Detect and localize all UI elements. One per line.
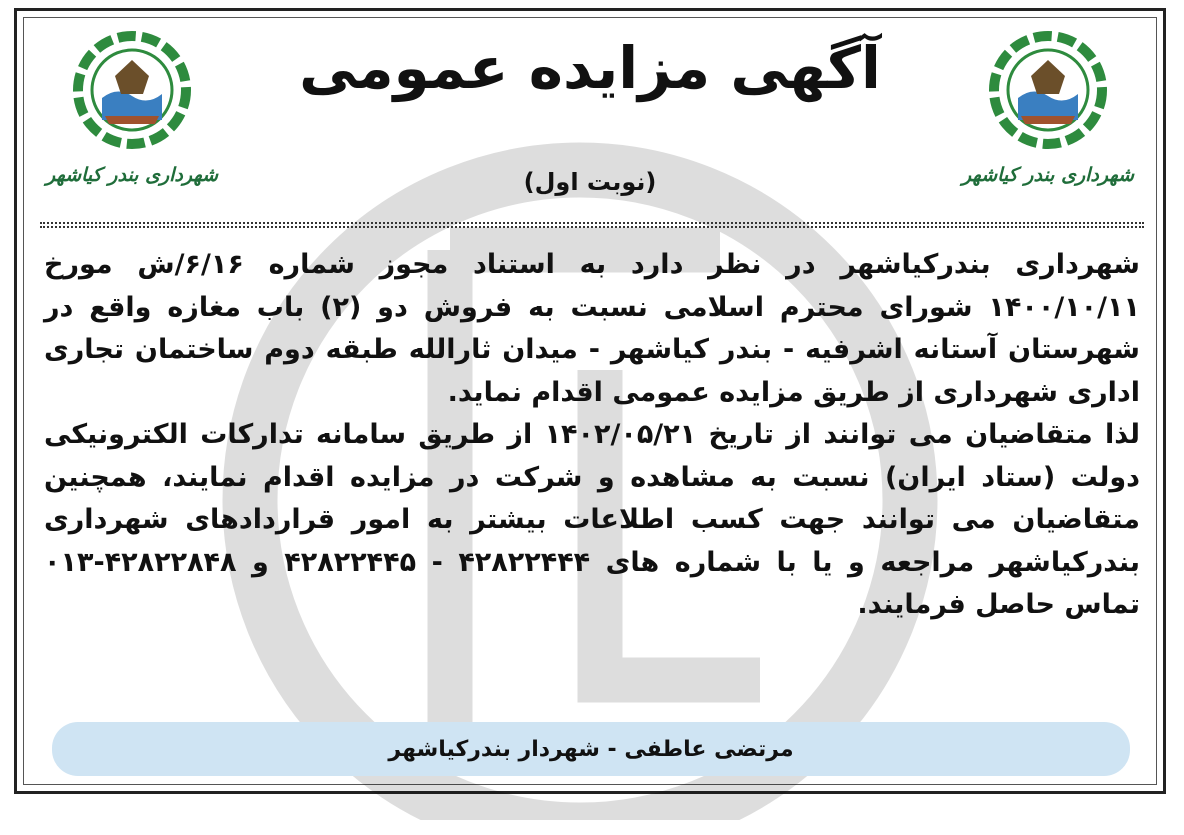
notice-subtitle: (نوبت اول) bbox=[523, 168, 657, 196]
notice-paragraph-1: شهرداری بندرکیاشهر در نظر دارد به استناد مجوز شماره ۶/۱۶/ش مورخ ۱۴۰۰/۱۰/۱۱ شورای محترم اسلامی نسبت به فروش دو (۲) باب مغازه واقع در شهرستان آستانه اشرفیه - بندر کیاشهر - میدان ثارالله طبقه دوم ساختمان تجاری اداری شهرداری از طریق مزایده عمومی اقدام نماید. bbox=[44, 249, 1140, 408]
municipality-emblem-icon bbox=[973, 20, 1123, 160]
logo-right-caption: شهرداری بندر کیاشهر bbox=[961, 164, 1135, 186]
notice-title: آگهی مزایده عمومی bbox=[299, 34, 881, 102]
municipality-emblem-icon bbox=[57, 20, 207, 160]
dotted-divider bbox=[40, 222, 1144, 228]
logo-left-caption: شهرداری بندر کیاشهر bbox=[45, 164, 219, 186]
notice-paragraph-2: لذا متقاضیان می توانند از تاریخ ۱۴۰۲/۰۵/۲۱ از طریق سامانه تدارکات الکترونیکی دولت (ستاد ایران) نسبت به مشاهده و شرکت در مزایده اقدام نمایند، همچنین متقاضیان می توانند جهت کسب اطلاعات بیشتر به امور قراردادهای شهرداری بندرکیاشهر مراجعه و یا با شماره های ۴۲۸۲۲۴۴۴ - ۴۲۸۲۲۴۴۵ و ۴۲۸۲۲۸۴۸-۰۱۳ تماس حاصل فرمایند. bbox=[44, 419, 1140, 620]
signature-bar bbox=[52, 722, 1130, 776]
logo-left bbox=[42, 20, 222, 186]
logo-right bbox=[958, 20, 1138, 186]
signature-text: مرتضی عاطفی - شهردار بندرکیاشهر bbox=[388, 736, 794, 762]
notice-body bbox=[44, 244, 1140, 627]
